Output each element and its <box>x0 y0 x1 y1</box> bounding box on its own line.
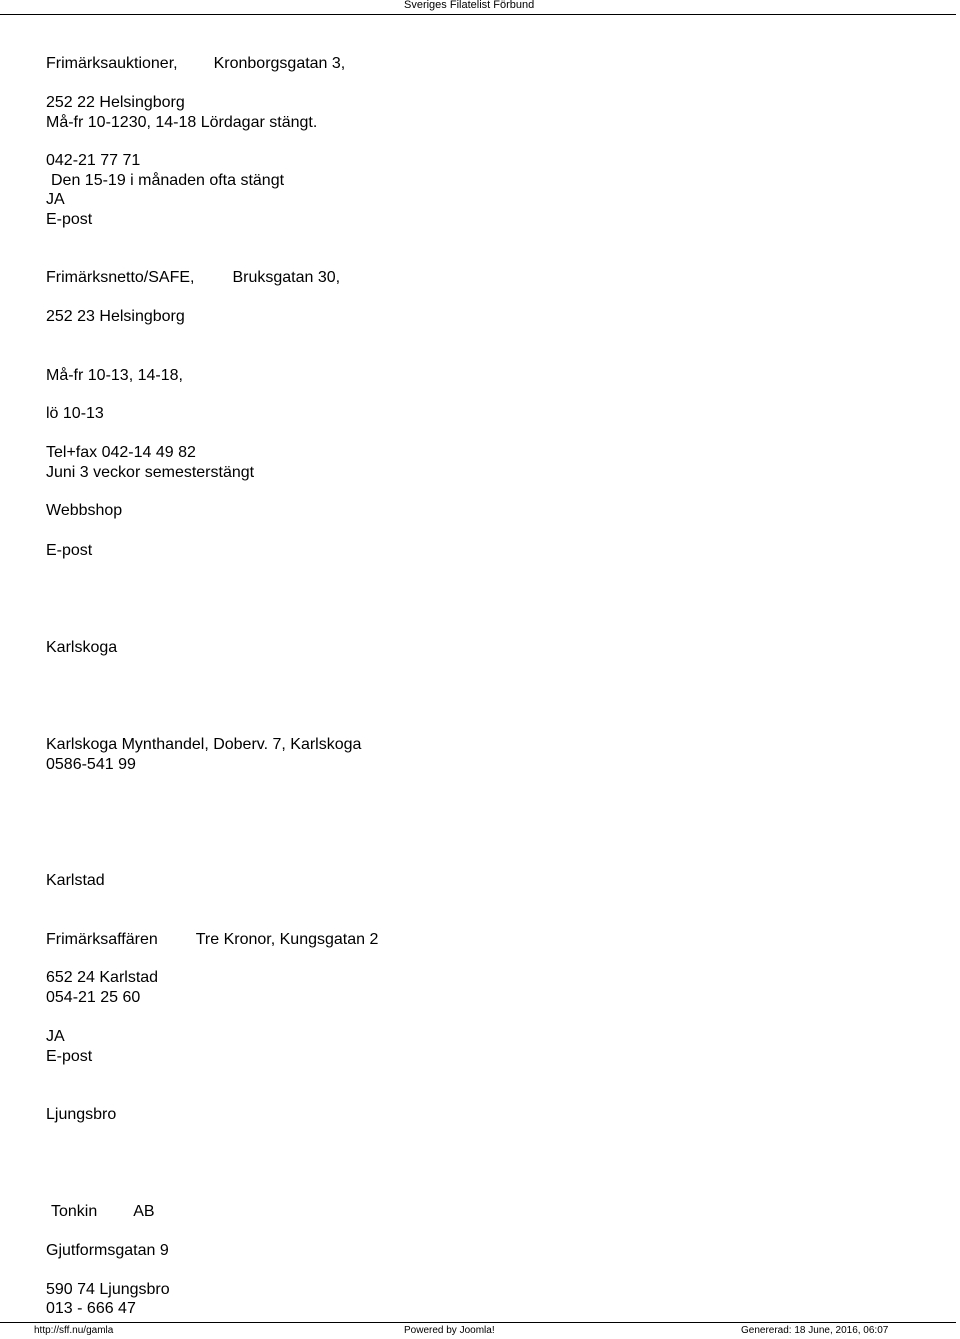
entry-name-line <box>46 930 378 950</box>
dealer-street: Kronborgsgatan 3, <box>213 55 346 72</box>
dealer-name: Frimärksauktioner, <box>46 55 178 72</box>
dealer-postal: 252 22 Helsingborg <box>46 94 185 111</box>
entry-name-line <box>51 1202 155 1222</box>
entry-name-line <box>46 268 340 288</box>
dealer-name-part: AB <box>133 1203 155 1220</box>
dealer-phone: 042-21 77 71 <box>46 152 141 169</box>
city-heading: Karlskoga <box>46 639 118 656</box>
dealer-postal: 252 23 Helsingborg <box>46 308 185 325</box>
footer-powered-by: Powered by Joomla! <box>404 1325 495 1336</box>
dealer-street: Bruksgatan 30, <box>232 269 341 286</box>
dealer-ja: JA <box>46 191 65 208</box>
page-footer <box>0 1322 956 1339</box>
city-heading: Ljungsbro <box>46 1106 117 1123</box>
dealer-phone: 054-21 25 60 <box>46 989 141 1006</box>
dealer-note: Juni 3 veckor semesterstängt <box>46 464 255 481</box>
dealer-postal: 590 74 Ljungsbro <box>46 1281 170 1298</box>
dealer-saturday-hours: lö 10-13 <box>46 405 104 422</box>
dealer-email-link[interactable]: E-post <box>46 542 93 559</box>
dealer-phone: 013 - 666 47 <box>46 1300 136 1317</box>
footer-generated-date: Genererad: 18 June, 2016, 06:07 <box>741 1325 889 1336</box>
dealer-webshop-link[interactable]: Webbshop <box>46 502 123 519</box>
dealer-phone: 0586-541 99 <box>46 756 136 773</box>
site-title: Sveriges Filatelist Förbund <box>404 0 535 11</box>
dealer-postal: 652 24 Karlstad <box>46 969 159 986</box>
dealer-hours: Må-fr 10-1230, 14-18 Lördagar stängt. <box>46 114 318 131</box>
dealer-street: Gjutformsgatan 9 <box>46 1242 169 1259</box>
footer-url-link[interactable]: http://sff.nu/gamla <box>34 1325 114 1336</box>
dealer-email-link[interactable]: E-post <box>46 211 93 228</box>
dealer-street: Tre Kronor, Kungsgatan 2 <box>195 931 379 948</box>
city-heading: Karlstad <box>46 872 105 889</box>
dealer-name: Frimärksaffären <box>46 931 158 948</box>
dealer-name: Frimärksnetto/SAFE, <box>46 269 195 286</box>
dealer-phone: Tel+fax 042-14 49 82 <box>46 444 196 461</box>
dealer-address: Karlskoga Mynthandel, Doberv. 7, Karlskoga <box>46 736 362 753</box>
dealer-list <box>46 0 926 1322</box>
dealer-name-part: Tonkin <box>51 1203 98 1220</box>
dealer-note: Den 15-19 i månaden ofta stängt <box>51 172 285 189</box>
dealer-hours: Må-fr 10-13, 14-18, <box>46 367 183 384</box>
dealer-email-link[interactable]: E-post <box>46 1048 93 1065</box>
dealer-ja: JA <box>46 1028 65 1045</box>
entry-name-line <box>46 54 345 74</box>
